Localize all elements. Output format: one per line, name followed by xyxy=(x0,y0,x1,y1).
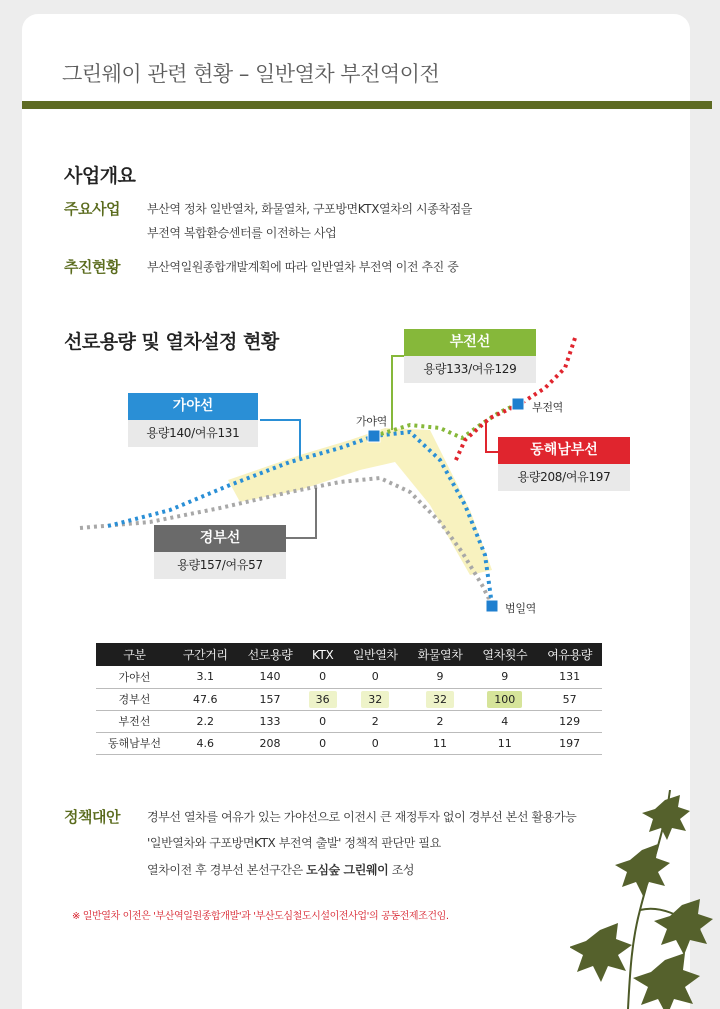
table-cell-highlight xyxy=(472,688,537,710)
table-cell: 57 xyxy=(537,688,602,710)
table-header-row xyxy=(96,643,602,666)
footnote: ※ 일반열차 이전은 '부산역일원종합개발'과 '부산도심철도시설이전사업'의 공동전제조건임. xyxy=(72,911,449,922)
leaf-shape xyxy=(654,899,713,955)
status-text: 부산역일원종합개발계획에 따라 일반열차 부전역 이전 추진 중 xyxy=(147,260,459,274)
bujeon-line-capacity: 용량133/여유129 xyxy=(404,356,536,383)
table-cell: 경부선 xyxy=(96,688,173,710)
table-cell: 140 xyxy=(238,666,303,688)
bujeon-station-label: 부전역 xyxy=(532,401,563,414)
bujeon-line-name: 부전선 xyxy=(404,329,536,356)
main-project-line2: 부전역 복합환승센터를 이전하는 사업 xyxy=(147,226,337,240)
table-cell: 동해남부선 xyxy=(96,732,173,754)
bujeon-station-marker xyxy=(512,398,524,410)
main-project-line1: 부산역 정차 일반열차, 화물열차, 구포방면KTX열차의 시종착점을 xyxy=(147,202,472,216)
highlight-value: 32 xyxy=(426,691,454,708)
table-cell: 133 xyxy=(238,710,303,732)
table-header: 여유용량 xyxy=(537,643,602,666)
leaf-shape xyxy=(615,844,670,896)
leaf-shape xyxy=(570,923,632,982)
table-cell: 0 xyxy=(343,732,408,754)
leaf-shape xyxy=(642,795,690,840)
highlight-value: 36 xyxy=(309,691,337,708)
table-header: 열차횟수 xyxy=(472,643,537,666)
table-header: 구분 xyxy=(96,643,173,666)
highlight-value: 100 xyxy=(487,691,522,708)
table-cell: 0 xyxy=(343,666,408,688)
table-cell: 157 xyxy=(238,688,303,710)
table-cell: 129 xyxy=(537,710,602,732)
gaya-leader-line xyxy=(260,420,300,458)
status-label: 추진현황 xyxy=(64,258,120,276)
table-cell-highlight xyxy=(302,688,342,710)
table-header: 선로용량 xyxy=(238,643,303,666)
donghae-line-capacity: 용량208/여유197 xyxy=(498,464,630,491)
leaf-shape xyxy=(633,953,700,1009)
table-cell: 4 xyxy=(472,710,537,732)
ivy-leaves-decoration xyxy=(570,790,720,1009)
table-cell: 2 xyxy=(343,710,408,732)
table-row xyxy=(96,688,602,710)
table-cell: 197 xyxy=(537,732,602,754)
bujeon-line-box xyxy=(404,329,536,383)
table-cell: 가야선 xyxy=(96,666,173,688)
table-cell: 부전선 xyxy=(96,710,173,732)
table-cell: 0 xyxy=(302,732,342,754)
policy-line1: 경부선 열차를 여유가 있는 가야선으로 이전시 큰 재정투자 없이 경부선 본선 활용가능 xyxy=(147,810,577,824)
gaya-line-capacity: 용량140/여유131 xyxy=(128,420,258,447)
gaya-station-marker xyxy=(368,430,380,442)
table-header: 일반열차 xyxy=(343,643,408,666)
policy-line3-bold: 도심숲 그린웨이 xyxy=(306,863,389,877)
gaya-line-name: 가야선 xyxy=(128,393,258,420)
table-header: 구간거리 xyxy=(173,643,238,666)
table-cell: 131 xyxy=(537,666,602,688)
table-row xyxy=(96,666,602,688)
policy-label: 정책대안 xyxy=(64,808,120,826)
table-cell: 11 xyxy=(408,732,473,754)
table-cell: 47.6 xyxy=(173,688,238,710)
table-cell: 3.1 xyxy=(173,666,238,688)
table-cell: 9 xyxy=(472,666,537,688)
table-header: KTX xyxy=(302,643,342,666)
donghae-line-name: 동해남부선 xyxy=(498,437,630,464)
table-cell: 2 xyxy=(408,710,473,732)
table-cell-highlight xyxy=(408,688,473,710)
table-cell-highlight xyxy=(343,688,408,710)
table-row xyxy=(96,710,602,732)
gyeongbu-line-name: 경부선 xyxy=(154,525,286,552)
table-cell: 0 xyxy=(302,666,342,688)
gaya-line-box xyxy=(128,393,258,447)
table-cell: 11 xyxy=(472,732,537,754)
main-project-label: 주요사업 xyxy=(64,200,120,218)
table-cell: 4.6 xyxy=(173,732,238,754)
map-heading: 선로용량 및 열차설정 현황 xyxy=(64,331,279,353)
bujeon-leader-line xyxy=(392,356,404,430)
gyeongbu-line-capacity: 용량157/여유57 xyxy=(154,552,286,579)
donghae-leader-line xyxy=(486,420,498,452)
highlight-value: 32 xyxy=(361,691,389,708)
overview-heading: 사업개요 xyxy=(64,165,136,187)
gaya-station-label: 가야역 xyxy=(356,415,387,428)
table-row xyxy=(96,732,602,754)
policy-line3-post: 조성 xyxy=(388,863,415,877)
capacity-table xyxy=(96,643,602,755)
table-cell: 0 xyxy=(302,710,342,732)
policy-line3 xyxy=(147,858,414,882)
donghae-line-box xyxy=(498,437,630,491)
gyeongbu-leader-line xyxy=(286,488,316,538)
policy-line2: '일반열차와 구포방면KTX 부전역 출발' 정책적 판단만 필요 xyxy=(147,836,441,850)
table-cell: 2.2 xyxy=(173,710,238,732)
beomil-station-marker xyxy=(486,600,498,612)
policy-line3-pre: 열차이전 후 경부선 본선구간은 xyxy=(147,863,307,877)
page-title: 그린웨이 관련 현황 – 일반열차 부전역이전 xyxy=(62,62,440,86)
table-header: 화물열차 xyxy=(408,643,473,666)
table-cell: 208 xyxy=(238,732,303,754)
gyeongbu-line-box xyxy=(154,525,286,579)
beomil-station-label: 범일역 xyxy=(505,602,536,615)
table-cell: 9 xyxy=(408,666,473,688)
